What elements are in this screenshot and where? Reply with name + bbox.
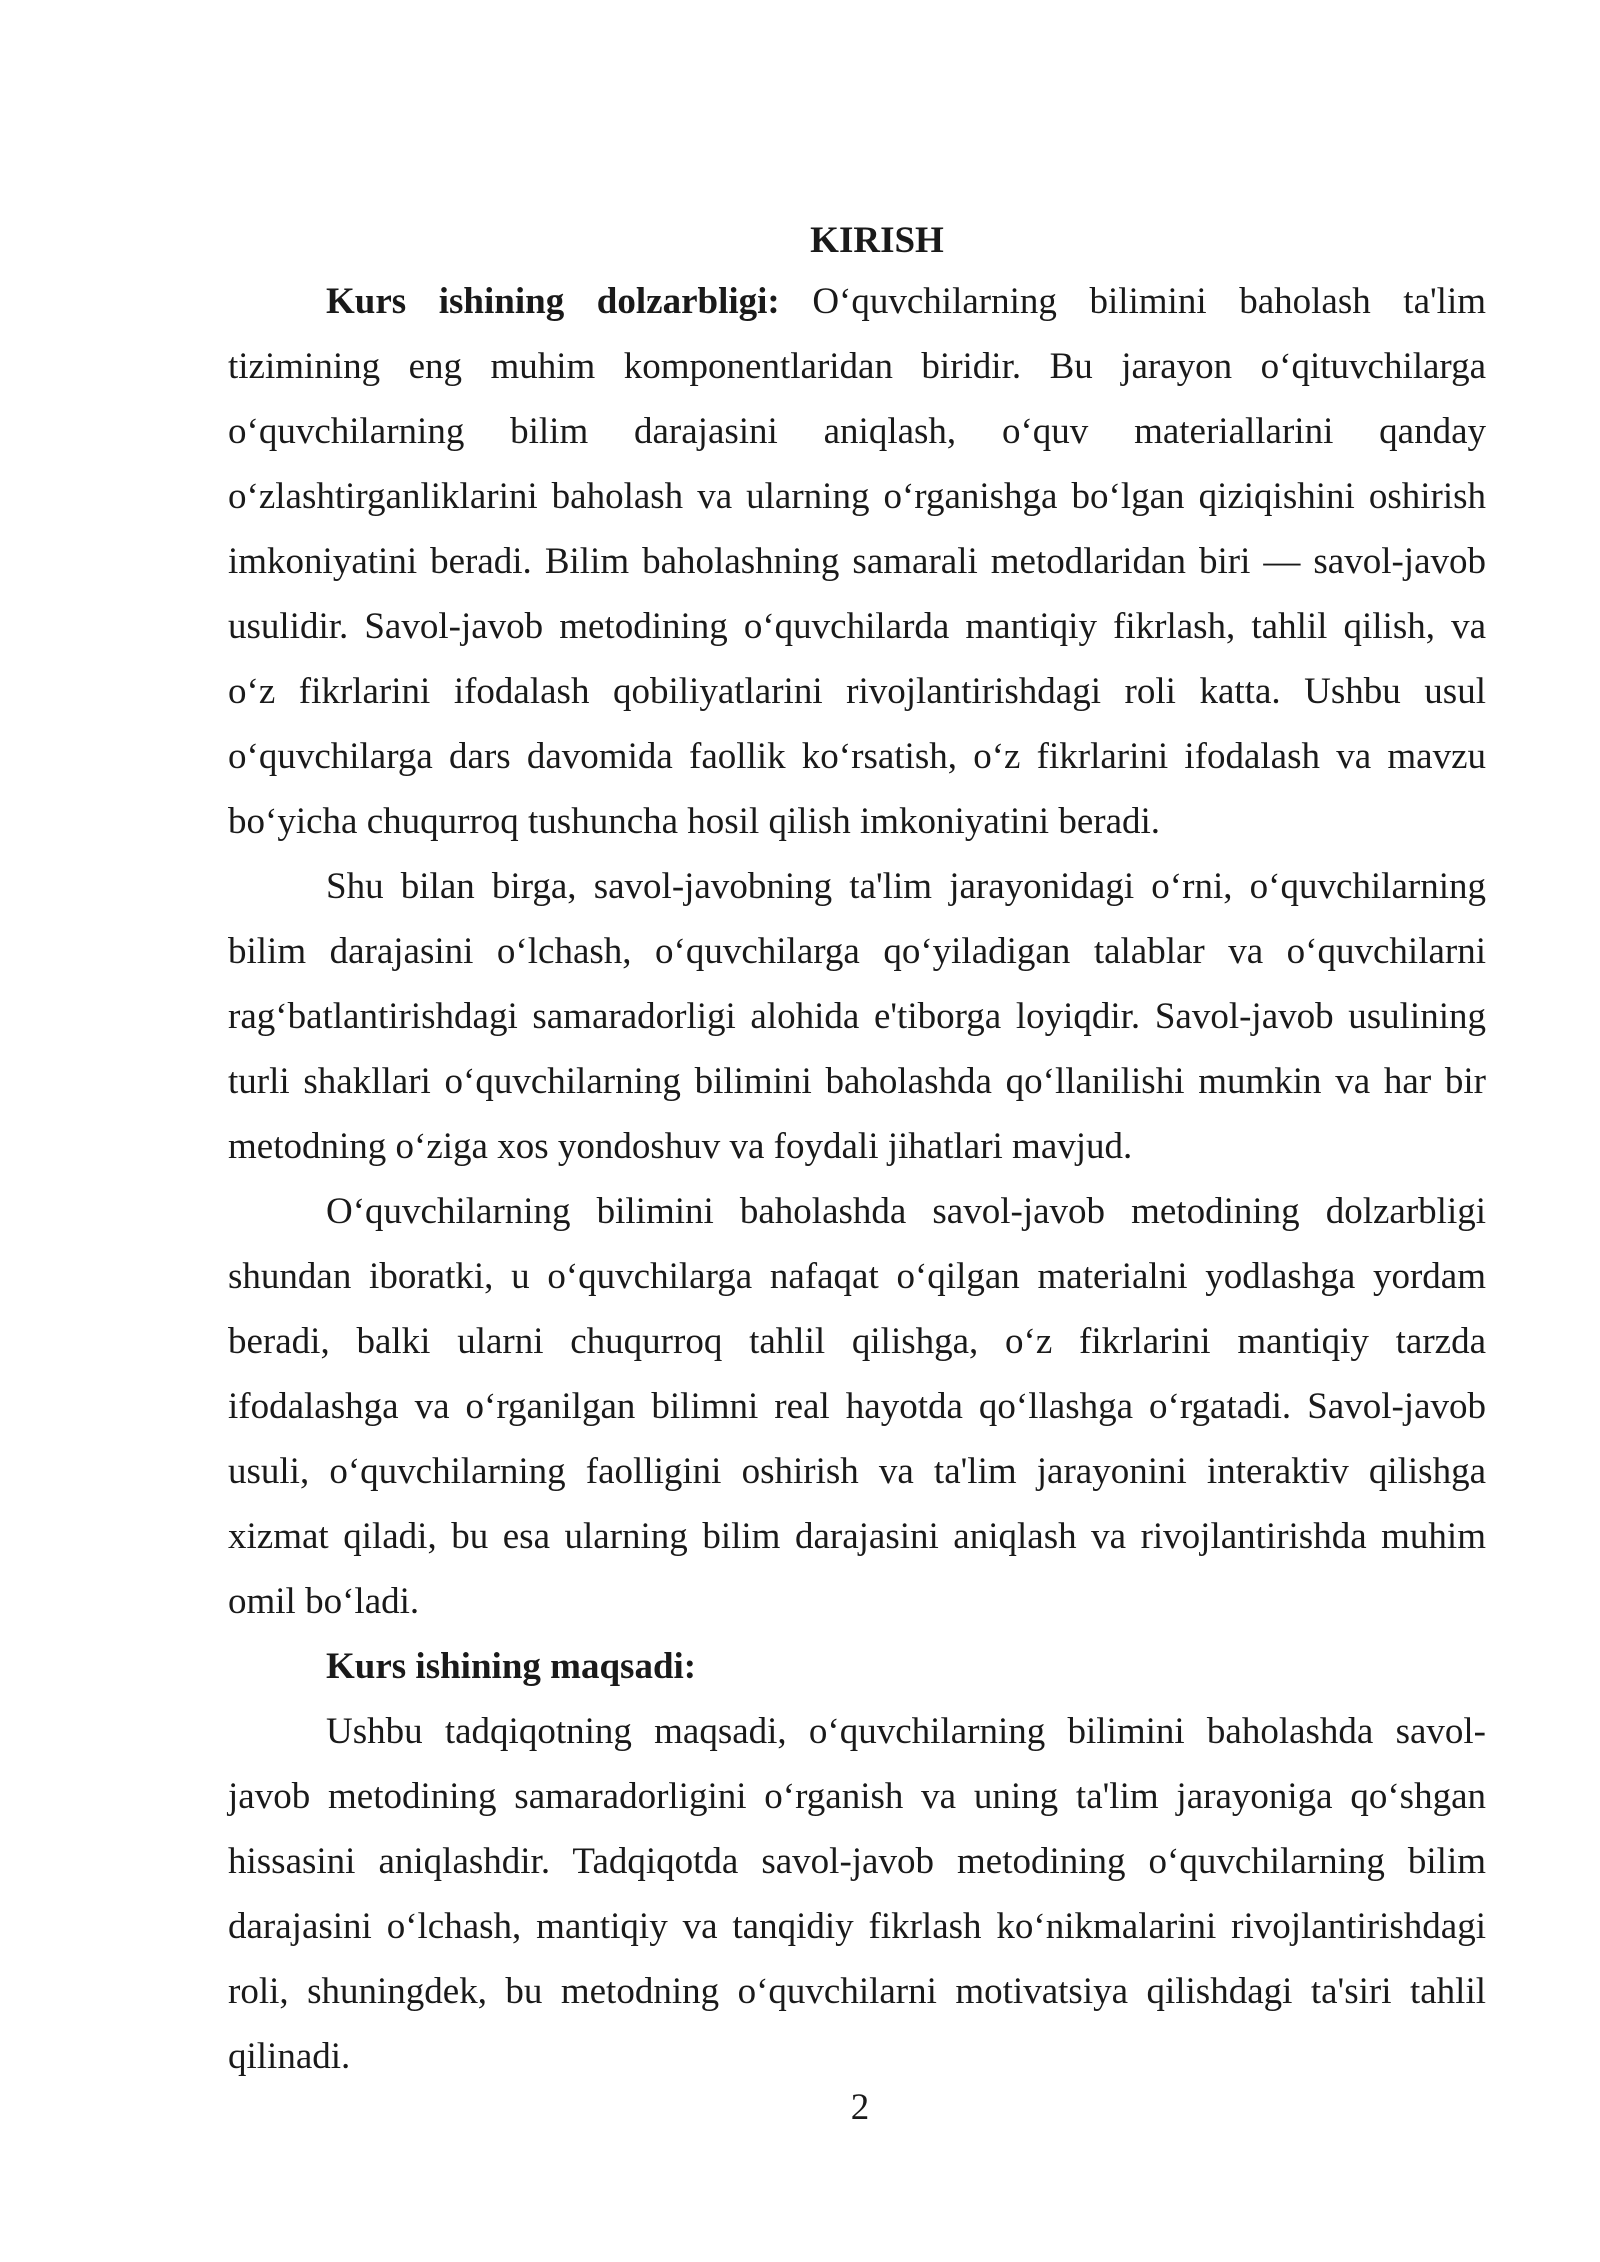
page-number: 2	[850, 2087, 870, 2128]
page-title: KIRISH	[810, 220, 944, 261]
section-heading-goal: Kurs ishining maqsadi:	[326, 1646, 697, 1687]
section-heading-relevance: Kurs ishining dolzarbligi:	[326, 281, 780, 322]
page-content	[228, 213, 1486, 2089]
paragraph-relevance	[228, 269, 1486, 854]
paragraph-role-of-qa: Shu bilan birga, savol-javobning ta'lim jarayonidagi o‘rni, o‘quvchilarning bilim darajasini o‘lchash, o‘quvchilarga qo‘yiladigan talablar va o‘quvchilarni rag‘batlantirishdagi samaradorligi alohida e'tiborga loyiqdir. Savol-javob usulining turli shakllari o‘quvchilarning bilimini baholashda qo‘llanilishi mumkin va har bir metodning o‘ziga xos yondoshuv va foydali jihatlari mavjud.	[228, 866, 1486, 1167]
paragraph-relevance-text: O‘quvchilarning bilimini baholash ta'lim tizimining eng muhim komponentlaridan biridir. Bu jarayon o‘qituvchilarga o‘quvchilarning bilim darajasini aniqlash, o‘quv materiallarini qanday o‘zlashtirganliklarini baholash va ularning o‘rganishga bo‘lgan qiziqishini oshirish imkoniyatini beradi. Bilim baholashning samarali metodlaridan biri — savol-javob usulidir. Savol-javob metodining o‘quvchilarda mantiqiy fikrlash, tahlil qilish, va o‘z fikrlarini ifodalash qobiliyatlarini rivojlantirishdagi roli katta. Ushbu usul o‘quvchilarga dars davomida faollik ko‘rsatish, o‘z fikrlarini ifodalash va mavzu bo‘yicha chuqurroq tushuncha hosil qilish imkoniyatini beradi.	[228, 281, 1486, 842]
paragraph-qa-relevance: O‘quvchilarning bilimini baholashda savol-javob metodining dolzarbligi shundan iboratki, u o‘quvchilarga nafaqat o‘qilgan materialni yodlashga yordam beradi, balki ularni chuqurroq tahlil qilishga, o‘z fikrlarini mantiqiy tarzda ifodalashga va o‘rganilgan bilimni real hayotda qo‘llashga o‘rgatadi. Savol-javob usuli, o‘quvchilarning faolligini oshirish va ta'lim jarayonini interaktiv qilishga xizmat qiladi, bu esa ularning bilim darajasini aniqlash va rivojlantirishda muhim omil bo‘ladi.	[228, 1191, 1486, 1622]
paragraph-goal: Ushbu tadqiqotning maqsadi, o‘quvchilarning bilimini baholashda savol-javob metodining samaradorligini o‘rganish va uning ta'lim jarayoniga qo‘shgan hissasini aniqlashdir. Tadqiqotda savol-javob metodining o‘quvchilarning bilim darajasini o‘lchash, mantiqiy va tanqidiy fikrlash ko‘nikmalarini rivojlantirishdagi roli, shuningdek, bu metodning o‘quvchilarni motivatsiya qilishdagi ta'siri tahlil qilinadi.	[228, 1711, 1486, 2077]
